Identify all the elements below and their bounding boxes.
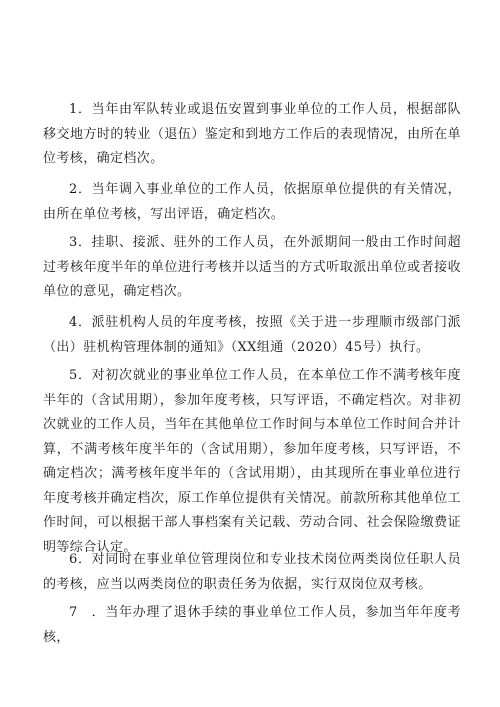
- paragraph-3: 3．挂职、接派、驻外的工作人员，在外派期间一般由工作时间超过考核年度半年的单位进行考核并以适当的方式听取派出单位或者接收单位的意见，确定档次。: [43, 235, 461, 299]
- paragraph-4: 4．派驻机构人员的年度考核，按照《关于进一步理顺市级部门派（出）驻机构管理体制的通知》（XX组通（2020）45号）执行。: [43, 315, 461, 355]
- paragraph-5: 5．对初次就业的事业单位工作人员，在本单位工作不满考核年度半年的（含试用期），参加年度考核，只写评语，不确定档次。对非初次就业的工作人员，当年在其他单位工作时间与本单位工作时间合并计算，不满考核年度半年的（含试用期），参加年度考核，只写评语，不确定档次；满考核年度半年的（含试用期），由其现所在事业单位进行年度考核并确定档次，原工作单位提供有关情况。前款所称其他单位工作时间，可以根据干部人事档案有关记载、劳动合同、社会保险缴费证明等综合认定。: [43, 368, 461, 555]
- paragraph-6: 6．对同时在事业单位管理岗位和专业技术岗位两类岗位任职人员的考核，应当以两类岗位的职责任务为依据，实行双岗位双考核。: [43, 552, 461, 592]
- paragraph-1: 1．当年由军队转业或退伍安置到事业单位的工作人员，根据部队移交地方时的转业（退伍）鉴定和到地方工作后的表现情况，由所在单位考核，确定档次。: [43, 102, 461, 166]
- paragraph-2: 2．当年调入事业单位的工作人员，依据原单位提供的有关情况，由所在单位考核，写出评语，确定档次。: [43, 182, 461, 222]
- paragraph-7: 7 ．当年办理了退休手续的事业单位工作人员，参加当年年度考核，: [43, 605, 461, 645]
